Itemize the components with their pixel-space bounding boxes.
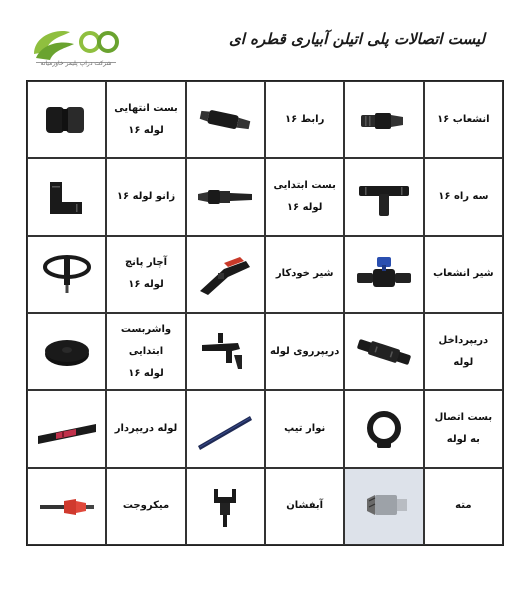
item-label: شیر انشعاب — [433, 268, 494, 280]
item-label: لوله دریپردار — [114, 422, 178, 434]
item-label: دریپرداخل لوله — [438, 334, 489, 368]
drill-bit-icon — [353, 481, 415, 531]
item-label: بست ابتدایی لوله ۱۶ — [273, 179, 336, 213]
table-cell-label — [265, 158, 344, 235]
straight-coupler-icon — [194, 95, 256, 145]
table-cell-label — [106, 158, 185, 235]
table-cell-label — [424, 390, 503, 467]
elbow-fitting-icon — [36, 172, 98, 222]
table-cell-image — [344, 390, 423, 467]
table-cell-image — [344, 313, 423, 390]
logo-caption: شرکت دراپ پلیمر خاورمیانه — [40, 60, 112, 67]
item-label: دریپرروی لوله — [269, 345, 340, 357]
table-cell-label — [265, 390, 344, 467]
item-label: آبفشان — [286, 500, 324, 512]
table-cell-label — [265, 468, 344, 545]
branch-connector-icon — [353, 95, 415, 145]
item-label: سه راه ۱۶ — [438, 190, 489, 202]
automatic-valve-icon — [194, 249, 256, 299]
item-label: بست انتهایی لوله ۱۶ — [114, 102, 178, 136]
pipe-clamp-icon — [353, 404, 415, 454]
item-label: نوار تیپ — [284, 422, 326, 434]
table-cell-image — [27, 158, 106, 235]
table-cell-label — [106, 468, 185, 545]
table-cell-image — [27, 468, 106, 545]
table-cell-label — [265, 313, 344, 390]
item-label: زانو لوله ۱۶ — [116, 190, 176, 202]
table-cell-label — [424, 236, 503, 313]
table-cell-image — [344, 81, 423, 158]
table-cell-image — [27, 390, 106, 467]
table-cell-image — [186, 81, 265, 158]
tee-fitting-icon — [353, 172, 415, 222]
table-cell-image — [186, 158, 265, 235]
item-label: رابط ۱۶ — [285, 113, 325, 125]
punch-wrench-icon — [36, 249, 98, 299]
rubber-grommet-icon — [36, 327, 98, 377]
table-cell-image — [27, 236, 106, 313]
table-cell-label — [424, 81, 503, 158]
table-cell-label — [265, 81, 344, 158]
fittings-table — [26, 80, 504, 546]
table-cell-label — [424, 313, 503, 390]
start-connector-icon — [194, 172, 256, 222]
sprinkler-icon — [194, 481, 256, 531]
table-cell-label — [106, 313, 185, 390]
drip-tape-icon — [194, 404, 256, 454]
inline-dripper-icon — [353, 327, 415, 377]
table-cell-label — [424, 468, 503, 545]
table-cell-label — [106, 390, 185, 467]
table-cell-image — [27, 81, 106, 158]
branch-valve-icon — [353, 249, 415, 299]
table-cell-label — [265, 236, 344, 313]
table-cell-image — [186, 236, 265, 313]
table-cell-image — [186, 390, 265, 467]
item-label: شیر خودکار — [275, 268, 334, 280]
item-label: انشعاب ۱۶ — [437, 113, 490, 125]
item-label: میکروجت — [122, 500, 170, 512]
table-cell-label — [106, 236, 185, 313]
table-cell-image — [344, 236, 423, 313]
table-cell-image — [27, 313, 106, 390]
item-label: بست اتصال به لوله — [434, 411, 493, 445]
item-label: آچار پانچ لوله ۱۶ — [124, 257, 168, 291]
table-cell-label — [424, 158, 503, 235]
table-cell-image — [344, 158, 423, 235]
dripper-pipe-icon — [36, 404, 98, 454]
online-dripper-icon — [194, 327, 256, 377]
table-cell-image — [344, 468, 423, 545]
end-cap-icon — [36, 95, 98, 145]
item-label: مته — [455, 500, 472, 512]
item-label: واشربست ابتدایی لوله ۱۶ — [120, 323, 172, 379]
microjet-icon — [36, 481, 98, 531]
table-cell-label — [106, 81, 185, 158]
table-cell-image — [186, 468, 265, 545]
page-title: لیست اتصالات پلی اتیلن آبیاری قطره ای — [229, 30, 485, 48]
table-cell-image — [186, 313, 265, 390]
